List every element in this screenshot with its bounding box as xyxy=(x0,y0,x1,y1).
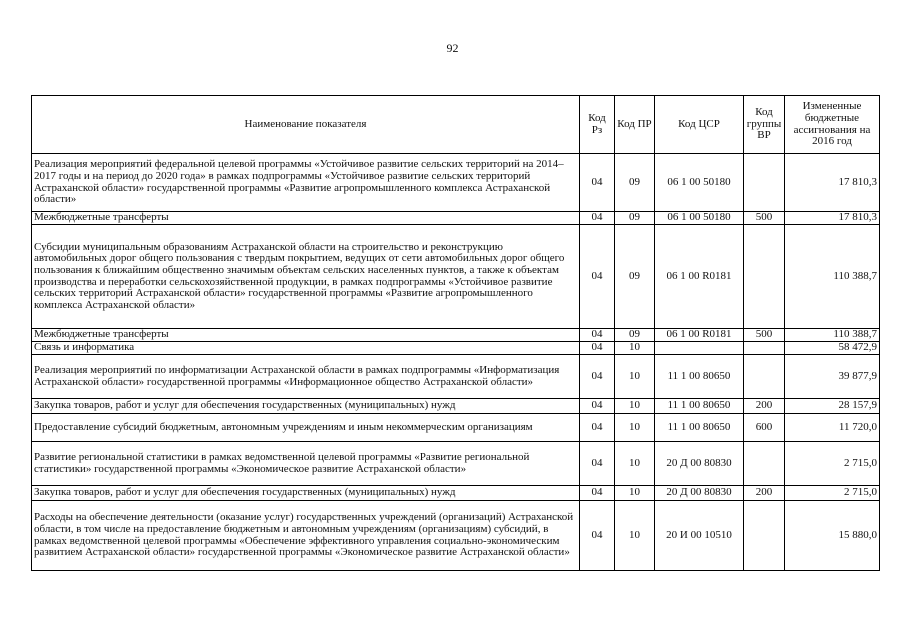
row-vr: 500 xyxy=(744,212,785,225)
row-rz: 04 xyxy=(580,154,615,212)
row-vr: 600 xyxy=(744,414,785,442)
row-name: Субсидии муниципальным образованиям Астраханской области на строительство и реконструкцию автомобильных дорог общего пользования с твердым покрытием, ведущих от сети автомобильных дорог общего пользования к ближайшим общественно значимым объектам сельских населенных пунктов, а также к объектам производства и переработки сельскохозяйственной продукции, в рамках подпрограммы «Устойчивое развитие сельских территорий Астраханской области» государственной программы «Развитие агропромышленного комплекса Астраханской области» xyxy=(32,225,580,329)
row-vr xyxy=(744,355,785,399)
row-amount: 39 877,9 xyxy=(785,355,880,399)
row-amount: 17 810,3 xyxy=(785,154,880,212)
row-amount: 28 157,9 xyxy=(785,399,880,414)
row-name: Межбюджетные трансферты xyxy=(32,329,580,342)
row-amount: 58 472,9 xyxy=(785,342,880,355)
row-name: Развитие региональной статистики в рамках ведомственной целевой программы «Развитие региональной статистики» государственной программы «Экономическое развитие Астраханской области» xyxy=(32,442,580,486)
row-rz: 04 xyxy=(580,342,615,355)
row-pr: 10 xyxy=(615,342,655,355)
row-rz: 04 xyxy=(580,414,615,442)
table-row xyxy=(32,154,880,212)
row-vr: 200 xyxy=(744,486,785,501)
table-row xyxy=(32,329,880,342)
row-pr: 09 xyxy=(615,329,655,342)
row-rz: 04 xyxy=(580,225,615,329)
row-name: Закупка товаров, работ и услуг для обеспечения государственных (муниципальных) нужд xyxy=(32,486,580,501)
header-name: Наименование показателя xyxy=(32,96,580,154)
row-name: Реализация мероприятий федеральной целевой программы «Устойчивое развитие сельских территорий на 2014–2017 годы и на период до 2020 года» в рамках подпрограммы «Устойчивое развитие сельских территорий Астраханской области» государственной программы «Развитие агропромышленного комплекса Астраханской области» xyxy=(32,154,580,212)
table-row xyxy=(32,442,880,486)
row-rz: 04 xyxy=(580,486,615,501)
row-csr: 06 1 00 R0181 xyxy=(655,329,744,342)
row-name: Закупка товаров, работ и услуг для обеспечения государственных (муниципальных) нужд xyxy=(32,399,580,414)
table-row xyxy=(32,414,880,442)
row-pr: 09 xyxy=(615,212,655,225)
row-name: Расходы на обеспечение деятельности (оказание услуг) государственных учреждений (организаций) Астраханской области, в том числе на предоставление бюджетным и автономным учреждениям (организациям) субсидий, в рамках ведомственной целевой программы «Обеспечение эффективного управления социально-экономическим развитием Астраханской области» государственной программы «Экономическое развитие Астраханской области» xyxy=(32,501,580,571)
row-pr: 09 xyxy=(615,225,655,329)
row-amount: 2 715,0 xyxy=(785,486,880,501)
page-number: 92 xyxy=(446,41,459,55)
row-csr: 06 1 00 50180 xyxy=(655,154,744,212)
row-pr: 10 xyxy=(615,442,655,486)
table-row xyxy=(32,486,880,501)
row-rz: 04 xyxy=(580,355,615,399)
header-rz: Код Рз xyxy=(580,96,615,154)
row-vr xyxy=(744,442,785,486)
row-rz: 04 xyxy=(580,329,615,342)
header-amount: Измененные бюджетные ассигнования на 2016 год xyxy=(785,96,880,154)
row-name: Реализация мероприятий по информатизации Астраханской области в рамках подпрограммы «Информатизация Астраханской области» государственной программы «Информационное общество Астраханской области» xyxy=(32,355,580,399)
budget-table xyxy=(31,95,880,571)
row-name: Предоставление субсидий бюджетным, автономным учреждениям и иным некоммерческим организациям xyxy=(32,414,580,442)
table-row xyxy=(32,212,880,225)
table-row xyxy=(32,501,880,571)
row-csr: 11 1 00 80650 xyxy=(655,399,744,414)
row-rz: 04 xyxy=(580,501,615,571)
row-csr: 06 1 00 R0181 xyxy=(655,225,744,329)
row-rz: 04 xyxy=(580,442,615,486)
row-amount: 15 880,0 xyxy=(785,501,880,571)
row-name: Связь и информатика xyxy=(32,342,580,355)
row-vr: 200 xyxy=(744,399,785,414)
table-row xyxy=(32,225,880,329)
row-amount: 17 810,3 xyxy=(785,212,880,225)
row-pr: 10 xyxy=(615,486,655,501)
row-pr: 09 xyxy=(615,154,655,212)
row-csr: 20 И 00 10510 xyxy=(655,501,744,571)
row-csr: 20 Д 00 80830 xyxy=(655,442,744,486)
row-pr: 10 xyxy=(615,355,655,399)
row-csr: 20 Д 00 80830 xyxy=(655,486,744,501)
header-vr: Код группы ВР xyxy=(744,96,785,154)
table-header-row xyxy=(32,96,880,154)
row-rz: 04 xyxy=(580,212,615,225)
table-row xyxy=(32,342,880,355)
table-row xyxy=(32,399,880,414)
row-csr: 11 1 00 80650 xyxy=(655,414,744,442)
row-vr xyxy=(744,501,785,571)
row-pr: 10 xyxy=(615,501,655,571)
row-csr xyxy=(655,342,744,355)
row-csr: 06 1 00 50180 xyxy=(655,212,744,225)
row-amount: 11 720,0 xyxy=(785,414,880,442)
row-pr: 10 xyxy=(615,414,655,442)
row-vr xyxy=(744,154,785,212)
row-csr: 11 1 00 80650 xyxy=(655,355,744,399)
row-pr: 10 xyxy=(615,399,655,414)
row-rz: 04 xyxy=(580,399,615,414)
row-name: Межбюджетные трансферты xyxy=(32,212,580,225)
row-vr xyxy=(744,342,785,355)
header-pr: Код ПР xyxy=(615,96,655,154)
row-amount: 110 388,7 xyxy=(785,329,880,342)
row-vr xyxy=(744,225,785,329)
row-vr: 500 xyxy=(744,329,785,342)
header-csr: Код ЦСР xyxy=(655,96,744,154)
table-row xyxy=(32,355,880,399)
row-amount: 2 715,0 xyxy=(785,442,880,486)
row-amount: 110 388,7 xyxy=(785,225,880,329)
